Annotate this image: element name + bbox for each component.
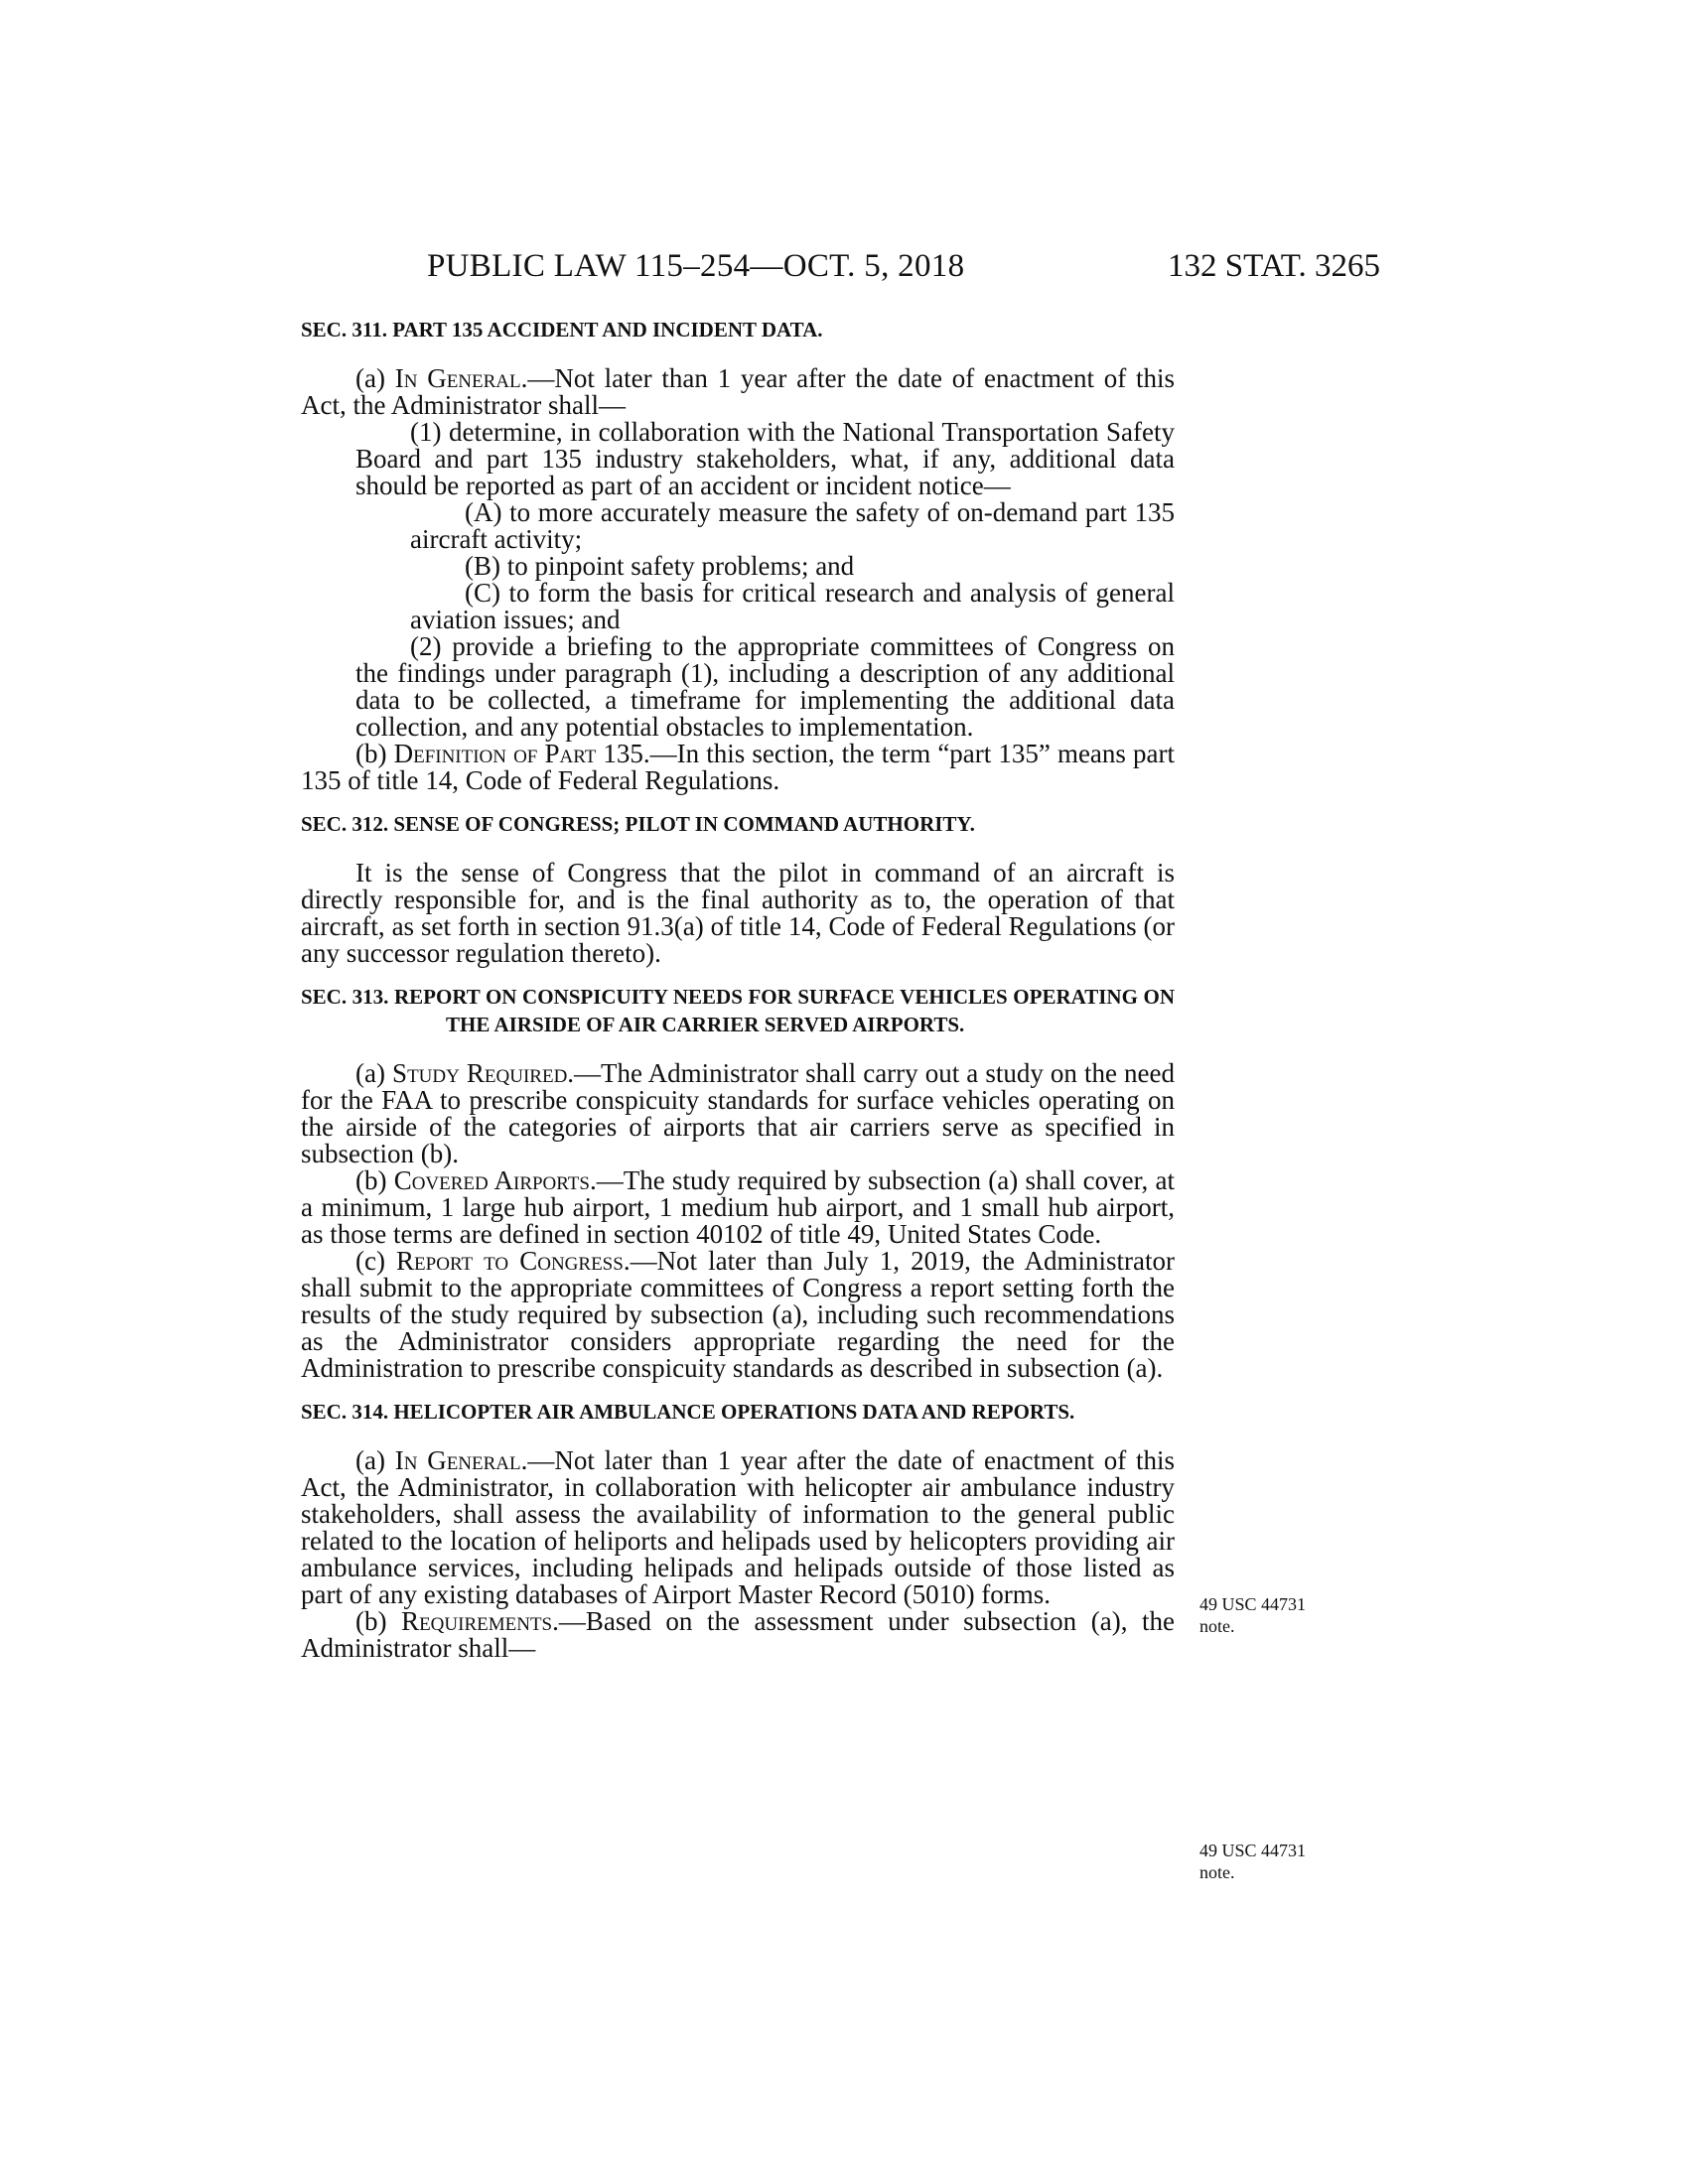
subsection-label: (b) [355,1606,402,1636]
margin-note-suffix: note. [1199,1616,1235,1636]
subsection-caption: In General [394,1445,521,1475]
subsection-label: (b) [355,739,394,768]
subsection-label: (a) [355,1058,393,1088]
margin-note-suffix: note. [1199,1862,1235,1882]
section-312-text: It is the sense of Congress that the pilot in command of an aircraft is directly responsible for, and is the final authority as to, the operation of that aircraft, as set forth in section 91.3(a) of title 14, Code of Federal Regulations (or any successor regulation thereto). [301,858,1175,968]
subsection-text: .—The Administrator shall carry out a study on the need for the FAA to prescribe conspicuity standards for surface vehicles operating on the airside of the categories of airports that air carriers serve as specified in subsection (b). [301,1058,1176,1168]
section-311-subparagraph-a: (A) to more accurately measure the safety of on-demand part 135 aircraft activity; [410,497,1175,554]
subsection-label: (a) [355,1445,395,1475]
section-314-subsection-b [301,1608,1175,1662]
section-311-paragraph-2: (2) provide a briefing to the appropriate committees of Congress on the findings under paragraph (1), including a description of any additional data to be collected, a timeframe for implementing the additional data collection, and any potential obstacles to implementation. [355,631,1175,742]
subsection-caption: In General [394,363,521,393]
subsection-label: (b) [355,1165,394,1195]
subsection-caption: Definition of Part [393,739,597,768]
subsection-text: .—Not later than July 1, 2019, the Administrator shall submit to the appropriate committees of Congress a report setting forth the results of the study required by subsection (a), including such recommendations as the Administrator considers appropriate regarding the need for the Administration to prescribe conspicuity standards as described in subsection (a). [301,1246,1176,1383]
section-312-heading: SEC. 312. SENSE OF CONGRESS; PILOT IN COMMAND AUTHORITY. [301,812,975,836]
subsection-text: .—Not later than 1 year after the date of enactment of this Act, the Administrator, in collaboration with helicopter air ambulance industry stakeholders, shall assess the availability of information to the general public related to the location of heliports and helipads used by helicopters providing air ambulance services, including helipads and helipads outside of those listed as part of any existing databases of Airport Master Record (5010) forms. [301,1445,1175,1609]
margin-note-usc-a [1199,1593,1348,1637]
statute-page-number: 132 STAT. 3265 [1167,248,1380,284]
section-313-subsection-b [301,1167,1175,1248]
subsection-text: .—Based on the assessment under subsection (a), the Administrator shall— [301,1606,1175,1663]
section-311-paragraph-1: (1) determine, in collaboration with the National Transportation Safety Board and part 135 industry stakeholders, what, if any, additional data should be reported as part of an accident or incident notice— [355,417,1175,500]
body-column [301,316,1175,1662]
section-311-subparagraph-b: (B) to pinpoint safety problems; and [465,551,855,581]
section-311-subsection-b [301,741,1175,794]
section-311-heading: SEC. 311. PART 135 ACCIDENT AND INCIDENT DATA. [301,318,823,341]
section-311-subsection-a [301,365,1175,419]
margin-note-citation: 49 USC 44731 [1199,1841,1307,1860]
subsection-label: (a) [355,363,395,393]
section-313-subsection-c [301,1248,1175,1382]
running-header-title: PUBLIC LAW 115–254—OCT. 5, 2018 [427,248,965,284]
subsection-caption: Requirements [401,1606,553,1636]
section-313-subsection-a [301,1060,1175,1167]
margin-note-usc-b [1199,1840,1348,1883]
section-311-subparagraph-c: (C) to form the basis for critical research and analysis of general aviation issues; and [410,578,1175,634]
section-313-heading: SEC. 313. REPORT ON CONSPICUITY NEEDS FOR SURFACE VEHICLES OPERATING ON THE AIRSIDE OF AIR CARRIER SERVED AIRPORTS. [301,985,1175,1036]
section-314-subsection-a [301,1447,1175,1608]
subsection-label: (c) [355,1246,397,1276]
subsection-text: .—The study required by subsection (a) shall cover, at a minimum, 1 large hub airport, 1 medium hub airport, and 1 small hub airport, as those terms are defined in section 40102 of title 49, United States Code. [301,1165,1175,1249]
section-314-heading: SEC. 314. HELICOPTER AIR AMBULANCE OPERATIONS DATA AND REPORTS. [301,1400,1075,1424]
subsection-caption: Covered Airports [393,1165,590,1195]
margin-note-citation: 49 USC 44731 [1199,1594,1307,1614]
subsection-text: 135.—In this section, the term “part 135” means part 135 of title 14, Code of Federal Regulations. [301,739,1175,795]
subsection-text: .—Not later than 1 year after the date of enactment of this Act, the Administrator shall— [301,363,1175,420]
subsection-caption: Report to Congress [396,1246,624,1276]
subsection-caption: Study Required [392,1058,568,1088]
